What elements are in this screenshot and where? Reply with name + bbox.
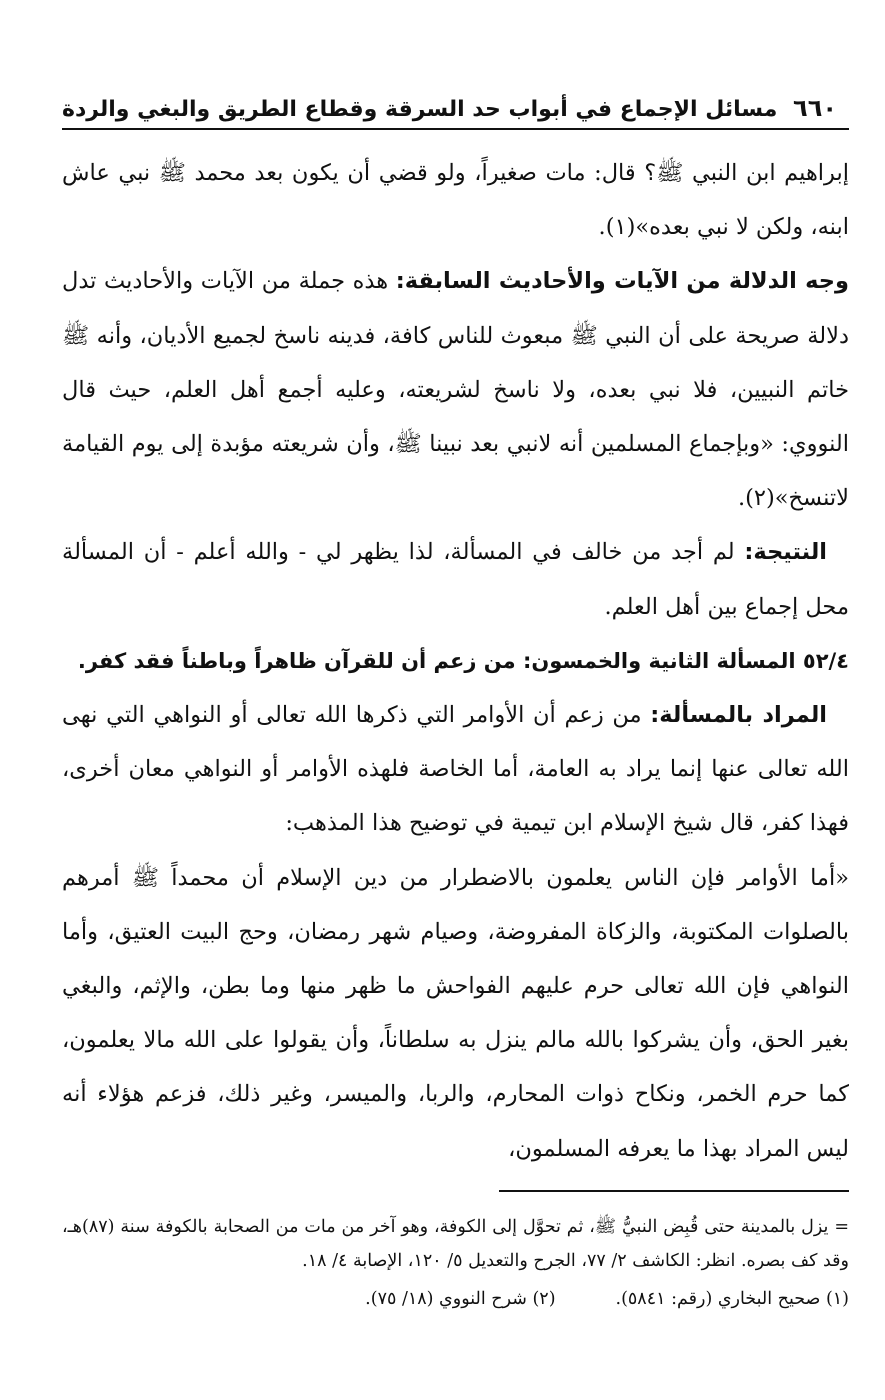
footnotes bbox=[62, 1210, 849, 1316]
paragraph-evidence bbox=[62, 254, 849, 525]
page-header bbox=[62, 72, 849, 130]
paragraph-result bbox=[62, 525, 849, 633]
evidence-text: هذه جملة من الآيات والأحاديث تدل دلالة صريحة على أن النبي ﷺ مبعوث للناس كافة، فدينه ناسخ لجميع الأديان، وأنه ﷺ خاتم النبيين، فلا نبي بعده، ولا ناسخ لشريعته، وعليه أجمع أهل العلم، حيث قال النووي: «وبإجماع المسلمين أنه لانبي بعد نبينا ﷺ، وأن شريعته مؤبدة إلى يوم القيامة لاتنسخ»(٢). bbox=[62, 268, 849, 512]
footnote-row bbox=[62, 1282, 849, 1316]
meaning-text: من زعم أن الأوامر التي ذكرها الله تعالى أو النواهي التي نهى الله تعالى عنها إنما يراد به العامة، أما الخاصة فلهذه الأوامر أو النواهي معان أخرى، فهذا كفر، قال شيخ الإسلام ابن تيمية في توضيح هذا المذهب: bbox=[62, 702, 849, 837]
paragraph-quote: «أما الأوامر فإن الناس يعلمون بالاضطرار من دين الإسلام أن محمداً ﷺ أمرهم بالصلوات المكتوبة، والزكاة المفروضة، وصيام شهر رمضان، وحج البيت العتيق، وأما النواهي فإن الله تعالى حرم عليهم الفواحش ما ظهر منها وما بطن، والإثم، والبغي بغير الحق، وأن يشركوا بالله مالم ينزل به سلطاناً، وأن يقولوا على الله مالا يعلمون، كما حرم الخمر، ونكاح ذوات المحارم، والربا، والميسر، وغير ذلك، فزعم هؤلاء أنه ليس المراد بهذا ما يعرفه المسلمون، bbox=[62, 864, 849, 1162]
page-number: ٦٦٠ bbox=[793, 94, 837, 122]
result-lead: النتيجة: bbox=[744, 539, 827, 566]
meaning-lead: المراد بالمسألة: bbox=[650, 702, 827, 729]
section-heading: ٥٢/٤ المسألة الثانية والخمسون: من زعم أن للقرآن ظاهراً وباطناً فقد كفر. bbox=[77, 648, 849, 673]
footnote-2: (٢) شرح النووي (١٨/ ٧٥). bbox=[365, 1289, 556, 1309]
footnote-1: (١) صحيح البخاري (رقم: ٥٨٤١). bbox=[615, 1289, 849, 1309]
footnote-continuation: = يزل بالمدينة حتى قُبِض النبيُّ ﷺ، ثم تحوَّل إلى الكوفة، وهو آخر من مات من الصحابة بالكوفة سنة (٨٧)هـ، وقد كف بصره. انظر: الكاشف ٢/ ٧٧، الجرح والتعديل ٥/ ١٢٠، الإصابة ٤/ ١٨. bbox=[62, 1217, 849, 1271]
main-text bbox=[62, 146, 849, 1176]
footnote-divider bbox=[499, 1190, 849, 1192]
paragraph-hadith-end: إبراهيم ابن النبي ﷺ؟ قال: مات صغيراً، ولو قضي أن يكون بعد محمد ﷺ نبي عاش ابنه، ولكن لا نبي بعده»(١). bbox=[62, 160, 849, 241]
result-text: لم أجد من خالف في المسألة، لذا يظهر لي - والله أعلم - أن المسألة محل إجماع بين أهل العلم. bbox=[62, 539, 849, 620]
running-title: مسائل الإجماع في أبواب حد السرقة وقطاع الطريق والبغي والردة bbox=[62, 97, 778, 122]
paragraph-meaning bbox=[62, 688, 849, 851]
evidence-lead: وجه الدلالة من الآيات والأحاديث السابقة: bbox=[395, 268, 849, 295]
